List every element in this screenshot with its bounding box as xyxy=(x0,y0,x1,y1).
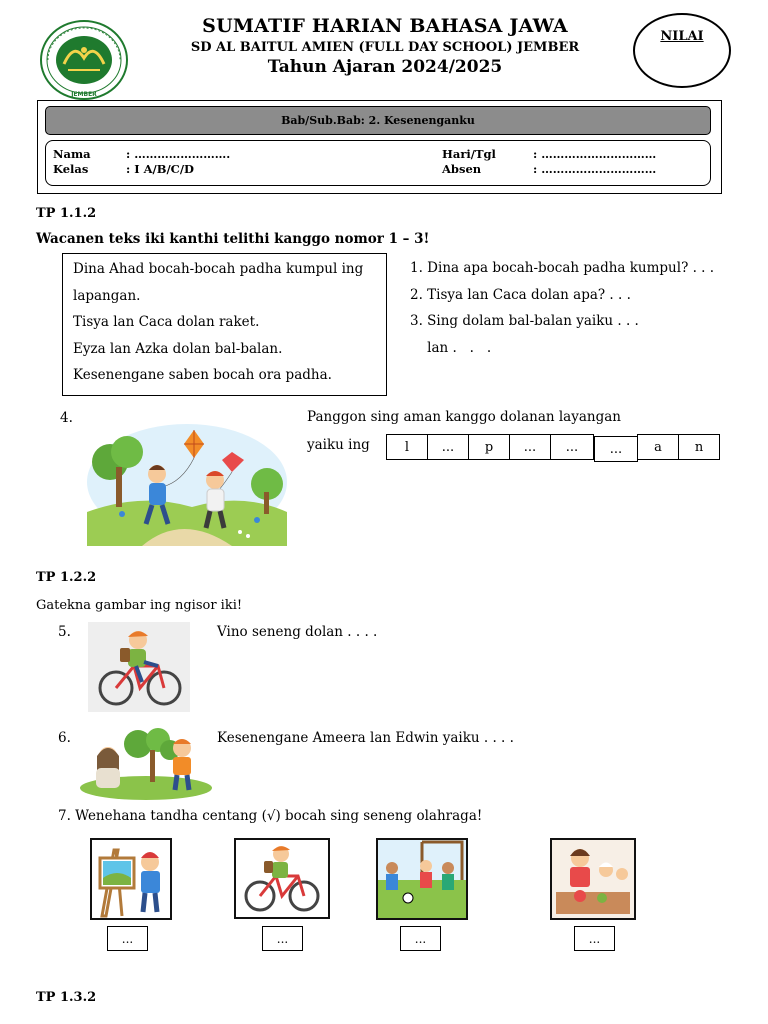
svg-text:JEMBER: JEMBER xyxy=(71,91,97,98)
tp-1-3-2: TP 1.3.2 xyxy=(36,990,97,1005)
painting-child-image[interactable] xyxy=(90,838,172,920)
picture-instruction: Gatekna gambar ing ngisor iki! xyxy=(36,598,243,613)
score-oval[interactable] xyxy=(633,13,731,88)
answer-box-painting[interactable]: ... xyxy=(107,926,148,951)
chapter-bar xyxy=(45,106,711,135)
nama-field[interactable]: : ……………………. xyxy=(126,147,231,161)
cycling-child-image[interactable] xyxy=(234,838,330,919)
score-label: NILAI xyxy=(660,29,704,44)
reading-line: Tisya lan Caca dolan raket. xyxy=(73,314,260,330)
reading-line: Dina Ahad bocah-bocah padha kumpul ing xyxy=(73,261,364,277)
reading-instruction: Wacanen teks iki kanthi telithi kanggo nomor 1 – 3! xyxy=(36,231,430,247)
question-7-text: 7. Wenehana tandha centang (√) bocah sing seneng olahraga! xyxy=(58,808,483,824)
answer-box-football[interactable]: ... xyxy=(400,926,441,951)
page-title: SUMATIF HARIAN BAHASA JAWA xyxy=(202,15,568,37)
kelas-label: Kelas xyxy=(53,162,89,176)
school-name: SD AL BAITUL AMIEN (FULL DAY SCHOOL) JEMBER xyxy=(190,40,580,55)
question-1: 1. Dina apa bocah-bocah padha kumpul? . . . xyxy=(410,260,715,276)
letter-cell[interactable]: p xyxy=(468,434,510,460)
nama-label: Nama xyxy=(53,147,91,161)
letter-cell[interactable]: a xyxy=(637,434,679,460)
letter-cell[interactable]: ... xyxy=(594,436,638,462)
academic-year: Tahun Ajaran 2024/2025 xyxy=(267,57,503,77)
answer-box-cooking[interactable]: ... xyxy=(574,926,615,951)
question-4-number: 4. xyxy=(60,410,73,426)
letter-cell[interactable]: ... xyxy=(427,434,469,460)
question-6-number: 6. xyxy=(58,730,71,746)
tp-1-1-2: TP 1.1.2 xyxy=(36,206,97,221)
question-3: 3. Sing dolam bal-balan yaiku . . . xyxy=(410,313,639,329)
absen-field[interactable]: : ………………………… xyxy=(533,162,657,176)
gardening-kids-image xyxy=(78,726,214,800)
cooking-family-image[interactable] xyxy=(550,838,636,920)
question-5-number: 5. xyxy=(58,624,71,640)
question-3-continued: lan . . . xyxy=(410,339,492,356)
answer-box-cycling[interactable]: ... xyxy=(262,926,303,951)
reading-line: lapangan. xyxy=(73,287,141,304)
question-4-text-2: yaiku ing xyxy=(307,437,370,453)
chapter-title: Bab/Sub.Bab: 2. Kesenenganku xyxy=(281,114,475,127)
cycling-boy-image xyxy=(88,622,190,712)
reading-line: Kesenengane saben bocah ora padha. xyxy=(73,367,332,383)
question-2: 2. Tisya lan Caca dolan apa? . . . xyxy=(410,286,631,303)
reading-line: Eyza lan Azka dolan bal-balan. xyxy=(73,340,283,357)
reading-passage xyxy=(62,253,387,396)
question-list xyxy=(410,255,714,361)
absen-label: Absen xyxy=(442,162,482,176)
letter-cell[interactable]: n xyxy=(678,434,720,460)
question-5-text: Vino seneng dolan . . . . xyxy=(217,624,378,640)
letter-cell[interactable]: ... xyxy=(509,434,551,460)
tp-1-2-2: TP 1.2.2 xyxy=(36,570,97,585)
kelas-field[interactable]: : I A/B/C/D xyxy=(126,162,195,176)
hari-field[interactable]: : ………………………… xyxy=(533,147,657,161)
question-4-text: Panggon sing aman kanggo dolanan layangan xyxy=(307,409,621,425)
kite-flying-illustration xyxy=(82,412,292,546)
football-kids-image[interactable] xyxy=(376,838,468,920)
hari-label: Hari/Tgl xyxy=(442,147,496,161)
question-6-text: Kesenengane Ameera lan Edwin yaiku . . . . xyxy=(217,730,514,746)
letter-cell[interactable]: l xyxy=(386,434,428,460)
school-logo xyxy=(40,20,128,100)
letter-cell[interactable]: ... xyxy=(550,434,594,460)
